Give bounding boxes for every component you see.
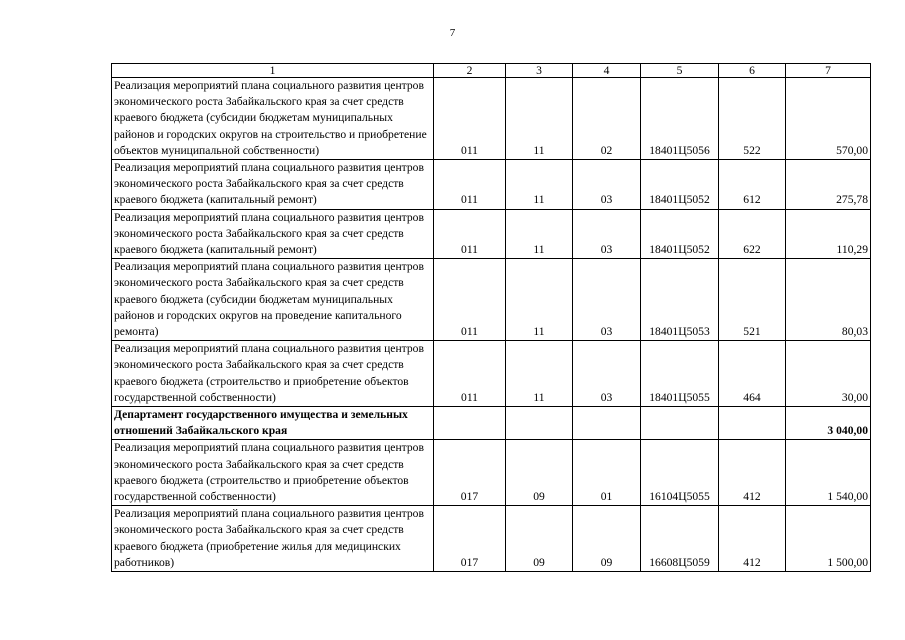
row-name: Реализация мероприятий плана социального развития центров экономического роста Забайкальского края за счет средств краевого бюджета (приобретение жилья для медицинских работников) [112, 506, 434, 572]
department-name: Департамент государственного имущества и земельных отношений Забайкальского края [112, 407, 434, 440]
department-row [112, 407, 871, 440]
row-cell: 11 [506, 78, 573, 160]
row-cell: 522 [719, 78, 786, 160]
column-header: 4 [573, 64, 641, 78]
row-amount: 570,00 [786, 78, 871, 160]
column-header: 2 [434, 64, 506, 78]
row-cell: 412 [719, 506, 786, 572]
row-cell: 622 [719, 209, 786, 259]
row-cell: 03 [573, 341, 641, 407]
row-name: Реализация мероприятий плана социального развития центров экономического роста Забайкальского края за счет средств краевого бюджета (строительство и приобретение объектов государственной собственности) [112, 341, 434, 407]
row-cell: 11 [506, 209, 573, 259]
row-cell: 18401Ц5055 [641, 341, 719, 407]
row-cell: 521 [719, 259, 786, 341]
row-name: Реализация мероприятий плана социального развития центров экономического роста Забайкальского края за счет средств краевого бюджета (строительство и приобретение объектов государственной собственности) [112, 440, 434, 506]
row-cell: 01 [573, 440, 641, 506]
row-cell [641, 407, 719, 440]
row-name: Реализация мероприятий плана социального развития центров экономического роста Забайкальского края за счет средств краевого бюджета (капитальный ремонт) [112, 209, 434, 259]
row-cell: 11 [506, 259, 573, 341]
row-cell [506, 407, 573, 440]
table-row [112, 506, 871, 572]
row-cell: 011 [434, 160, 506, 210]
column-header: 5 [641, 64, 719, 78]
row-cell: 03 [573, 259, 641, 341]
row-amount: 110,29 [786, 209, 871, 259]
row-cell: 18401Ц5052 [641, 160, 719, 210]
row-cell: 011 [434, 209, 506, 259]
column-header: 7 [786, 64, 871, 78]
row-cell: 017 [434, 506, 506, 572]
row-cell: 011 [434, 341, 506, 407]
row-cell: 03 [573, 160, 641, 210]
row-cell: 16104Ц5055 [641, 440, 719, 506]
table-row [112, 259, 871, 341]
row-cell: 18401Ц5053 [641, 259, 719, 341]
column-header: 1 [112, 64, 434, 78]
row-name: Реализация мероприятий плана социального развития центров экономического роста Забайкальского края за счет средств краевого бюджета (капитальный ремонт) [112, 160, 434, 210]
row-cell [719, 407, 786, 440]
table-header-row [112, 64, 871, 78]
column-header: 3 [506, 64, 573, 78]
table-row [112, 160, 871, 210]
row-cell: 02 [573, 78, 641, 160]
row-cell: 412 [719, 440, 786, 506]
row-cell [434, 407, 506, 440]
row-amount: 275,78 [786, 160, 871, 210]
row-cell: 09 [573, 506, 641, 572]
row-cell [573, 407, 641, 440]
row-amount: 1 500,00 [786, 506, 871, 572]
row-cell: 612 [719, 160, 786, 210]
row-cell: 16608Ц5059 [641, 506, 719, 572]
row-cell: 011 [434, 259, 506, 341]
row-cell: 011 [434, 78, 506, 160]
table-row [112, 341, 871, 407]
row-amount: 1 540,00 [786, 440, 871, 506]
row-name: Реализация мероприятий плана социального развития центров экономического роста Забайкальского края за счет средств краевого бюджета (субсидии бюджетам муниципальных районов и городских округов на проведение капитального ремонта) [112, 259, 434, 341]
table-row [112, 440, 871, 506]
row-cell: 464 [719, 341, 786, 407]
row-amount: 80,03 [786, 259, 871, 341]
row-cell: 11 [506, 341, 573, 407]
table-row [112, 209, 871, 259]
row-cell: 03 [573, 209, 641, 259]
row-name: Реализация мероприятий плана социального развития центров экономического роста Забайкальского края за счет средств краевого бюджета (субсидии бюджетам муниципальных районов и городских округов на строительство и приобретение объектов муниципальной собственности) [112, 78, 434, 160]
row-cell: 09 [506, 506, 573, 572]
row-cell: 09 [506, 440, 573, 506]
row-cell: 017 [434, 440, 506, 506]
row-cell: 18401Ц5052 [641, 209, 719, 259]
page-number: 7 [449, 27, 456, 39]
table-row [112, 78, 871, 160]
row-cell: 18401Ц5056 [641, 78, 719, 160]
row-amount: 30,00 [786, 341, 871, 407]
column-header: 6 [719, 64, 786, 78]
budget-table [111, 63, 871, 572]
department-total: 3 040,00 [786, 407, 871, 440]
row-cell: 11 [506, 160, 573, 210]
